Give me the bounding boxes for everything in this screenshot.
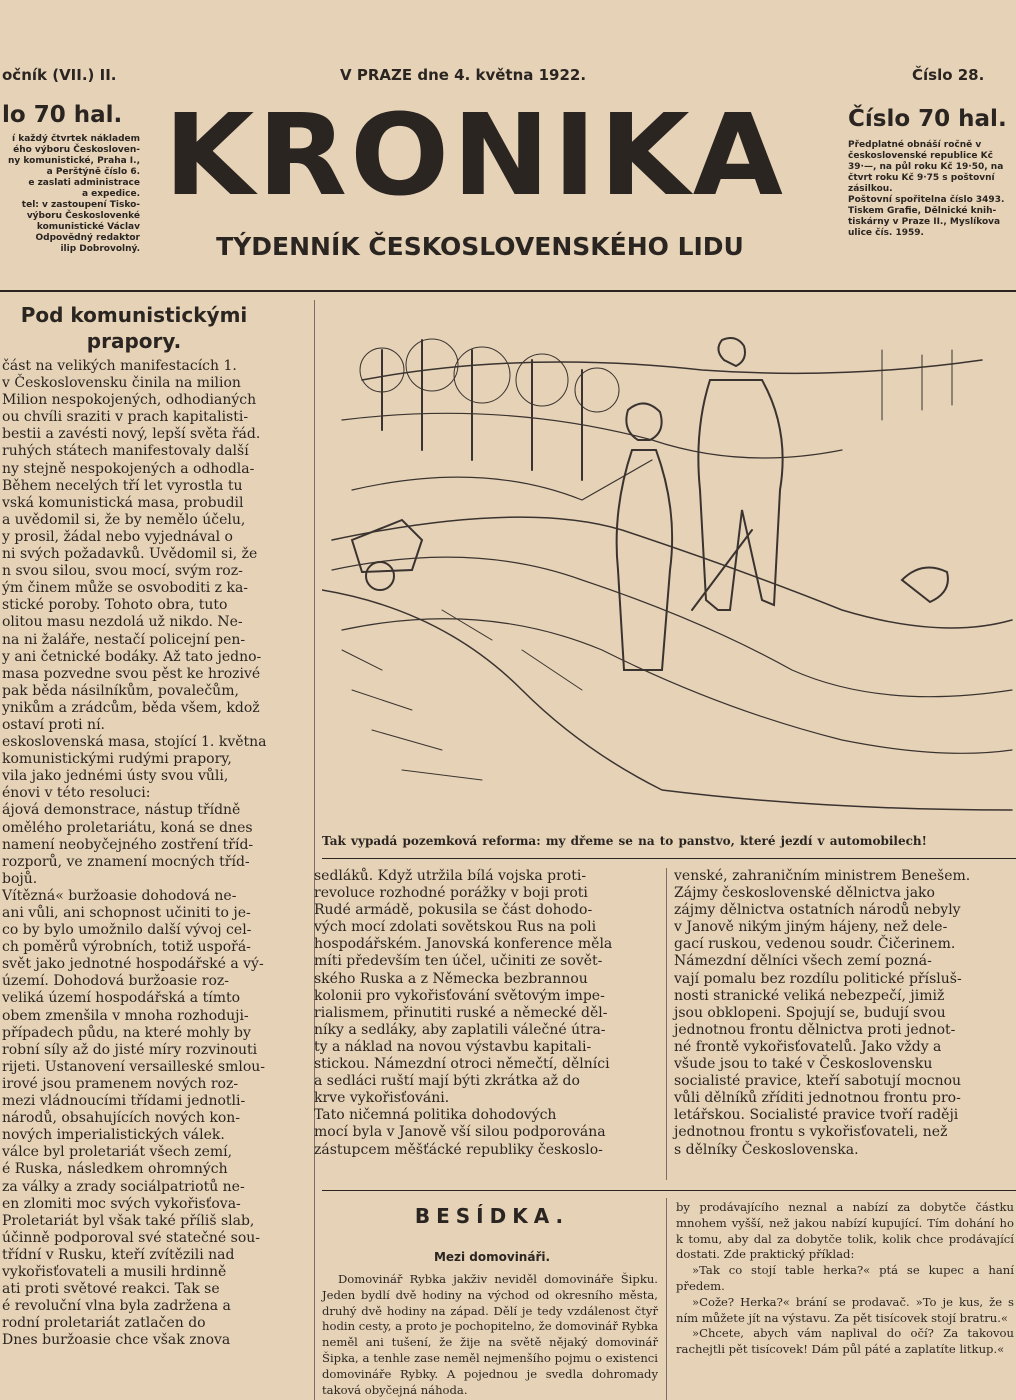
- masthead-subtitle: TÝDENNÍK ČESKOSLOVENSKÉHO LIDU: [216, 232, 744, 261]
- middle-line: Tato ničemná politika dohodových: [314, 1107, 557, 1124]
- left-ear-notes: [2, 134, 140, 255]
- article-line: rijeti. Ustanovení versailleské smlou-: [2, 1058, 265, 1075]
- left-note-line: Odpovědný redaktor: [35, 233, 140, 243]
- article-line: ny stejně nespokojených a odhodla-: [2, 460, 255, 477]
- article-line: ou chvíli sraziti v prach kapitalisti-: [2, 409, 249, 426]
- besidka-rule: [322, 1190, 1016, 1191]
- middle-line: sedláků. Když utržila bílá vojska proti-: [314, 868, 587, 884]
- header-rule: [0, 290, 1016, 292]
- article-headline: [0, 302, 268, 354]
- left-note-line: í každý čtvrtek nákladem: [12, 134, 140, 144]
- middle-line: vých mocí zdolati sovětskou Rus na poli: [314, 919, 597, 936]
- right-line: jsou obklopeni. Spojují se, budují svou: [674, 1004, 946, 1021]
- article-line: ati proti světové reakci. Tak se: [2, 1281, 220, 1298]
- left-note-line: ny komunistické, Praha I.,: [8, 156, 140, 166]
- besidka-right-paragraph: »Chcete, abych vám naplival do očí? Za takovou rachejtli pět tisícovek! Dám půl páté a zaplatíte litkup.«: [676, 1326, 1014, 1357]
- article-line: namení neobyčejného zostření tříd-: [2, 836, 254, 853]
- article-line: třídní v Rusku, kteří zvítězili nad: [2, 1246, 235, 1263]
- right-column: [674, 868, 1016, 1159]
- article-line: Proletariát byl však také příliš slab,: [2, 1212, 255, 1229]
- article-line: rozporů, ve znamení mocných tříd-: [2, 853, 250, 870]
- article-line: komunistickými rudými prapory,: [2, 751, 232, 768]
- left-note-line: ilip Dobrovolný.: [60, 244, 140, 254]
- right-line: všude jsou to také v Československu: [674, 1056, 933, 1073]
- middle-line: níky a sedláky, aby zaplatili válečné útra-: [314, 1021, 606, 1038]
- volume-label: očník (VII.) II.: [2, 66, 117, 84]
- article-line: Vítězná« buržoasie dohodová ne-: [2, 887, 237, 904]
- left-note-line: tel: v zastoupení Tisko-: [21, 200, 140, 210]
- right-line: zájmy dělnictva ostatních národů nebyly: [674, 902, 961, 919]
- article-line: en zlomiti moc svých vykořisťova-: [2, 1195, 241, 1212]
- article-line: Dnes buržoasie chce však znova: [2, 1332, 231, 1349]
- article-line: é Ruska, následkem ohromných: [2, 1161, 228, 1178]
- besidka-paragraph: Domovinář Rybka jakživ neviděl domovináře Šipku. Jeden bydlí dvě hodiny na východ od okresního města, druhý dvě hodiny na západ. Dělí je tedy vzdálenost čtyř hodin cesty, a proto je pochopitelno, že domovinář Rybka neměl ani tušení, že žije na světě nějaký domovinář Šipka, a tenhle zase neměl nejmenšího pojmu o existenci domovináře Rybky. A pojednou je svedla dohromady taková obyčejná náhoda.: [322, 1272, 658, 1397]
- column-divider: [314, 300, 315, 1400]
- middle-line: a sedláci ruští mají býti zkrátka až do: [314, 1073, 580, 1090]
- headline-line-1: Pod komunistickými: [20, 303, 248, 327]
- illustration-caption: Tak vypadá pozemková reforma: my dřeme se na to panstvo, které jezdí v automobilech!: [322, 834, 927, 848]
- article-line: énovi v této resoluci:: [2, 785, 151, 802]
- right-line: Námezdní dělníci všech zemí pozná-: [674, 953, 932, 970]
- article-line: bojů.: [2, 870, 38, 887]
- article-line: masa pozvedne svou pěst ke hrozivé: [2, 665, 261, 682]
- right-line: vůli dělníků zříditi jednotnou frontu pro-: [674, 1090, 961, 1107]
- column-divider: [666, 1198, 667, 1400]
- right-note-line: Předplatné obnáší ročně v: [848, 140, 982, 150]
- article-line: území. Dohodová buržoasie roz-: [2, 973, 229, 990]
- article-line: ájová demonstrace, nástup třídně: [2, 802, 241, 819]
- article-line: za války a zrady sociálpatriotů ne-: [2, 1178, 245, 1195]
- middle-line: hospodářském. Janovská konference měla: [314, 936, 613, 953]
- article-line: a uvědomil si, že by nemělo účelu,: [2, 511, 246, 528]
- article-line: ch poměrů výrobních, totiž uspořá-: [2, 939, 251, 956]
- article-column: [2, 358, 298, 1349]
- right-ear-notes: [848, 140, 1014, 239]
- right-note-line: československé republice Kč: [848, 151, 993, 161]
- right-line: s dělníky Československa.: [674, 1141, 859, 1158]
- article-line: vykořisťovateli a musili hrdinně: [2, 1263, 227, 1280]
- article-line: Během necelých tří let vyrostla tu: [2, 477, 243, 494]
- masthead-title: KRONIKA: [163, 91, 787, 221]
- right-line: jednotnou frontu s vykořisťovateli, než: [674, 1124, 948, 1141]
- article-line: y ani četnické bodáky. Až tato jedno-: [2, 648, 262, 665]
- price-left: lo 70 hal.: [2, 102, 123, 128]
- price-right: Číslo 70 hal.: [848, 106, 1007, 132]
- right-note-line: 39·—, na půl roku Kč 19·50, na: [848, 162, 1004, 172]
- article-line: ým činem může se osvoboditi z ka-: [2, 580, 249, 597]
- article-line: é revoluční vlna byla zadržena a: [2, 1298, 231, 1315]
- left-note-line: komunistické Václav: [36, 222, 140, 232]
- article-line: y prosil, žádal nebo vyjednával o: [2, 528, 233, 545]
- besidka-right-column: [676, 1200, 1014, 1358]
- middle-line: zástupcem měšťácké republiky českoslo-: [314, 1141, 603, 1158]
- middle-line: krve vykořisťováni.: [314, 1090, 450, 1107]
- right-line: socialisté pravice, kteří sabotují mocnou: [674, 1073, 962, 1090]
- article-line: obem zmenšila v mnoha rozhoduji-: [2, 1007, 249, 1024]
- article-line: n svou silou, svou mocí, svým roz-: [2, 563, 243, 580]
- right-note-line: zásilkou.: [848, 184, 893, 194]
- article-line: vská komunistická masa, probudil: [2, 494, 244, 511]
- left-note-line: ého výboru Českosloven-: [13, 145, 140, 155]
- right-note-line: tiskárny v Praze II., Myslíkova: [848, 217, 1001, 227]
- middle-line: rialismem, přinutiti ruské a německé děl-: [314, 1004, 608, 1021]
- right-line: v Janově nikým jiným hájeny, než dele-: [674, 919, 948, 936]
- article-line: svět jako jednotné hospodářské a vý-: [2, 956, 264, 973]
- left-note-line: e zaslati administrace: [28, 178, 140, 188]
- article-line: část na velikých manifestacích 1.: [2, 358, 237, 374]
- left-note-line: výboru Českoslovenké: [26, 211, 140, 221]
- article-line: omělého proletariátu, koná se dnes: [2, 819, 253, 836]
- middle-line: stickou. Námezdní otroci němečtí, dělníci: [314, 1056, 610, 1073]
- article-line: účinně podporoval své statečné sou-: [2, 1229, 261, 1246]
- article-line: olitou masu nezdolá už nikdo. Ne-: [2, 614, 243, 631]
- right-line: letářskou. Socialisté pravice tvoří raději: [674, 1107, 959, 1124]
- right-note-line: Tiskem Grafie, Dělnické knih-: [848, 206, 997, 216]
- article-line: mezi vládnoucími třídami jednotli-: [2, 1093, 246, 1110]
- article-line: ani vůli, ani schopnost učiniti to je-: [2, 905, 251, 921]
- right-note-line: ulice čís. 1959.: [848, 228, 924, 238]
- article-line: co by bylo umožnilo další vývoj cel-: [2, 922, 252, 939]
- right-line: jednotnou frontu dělnictva proti jednot-: [674, 1021, 956, 1038]
- headline-line-2: prapory.: [86, 329, 182, 353]
- article-line: vila jako jednémi ústy svou vůli,: [2, 768, 229, 785]
- illustration: [322, 310, 1014, 822]
- besidka-right-paragraph: by prodávajícího neznal a nabízí za dobytče částku mnohem vyšší, než jakou nabízí kupující. Tím dohání ho k tomu, aby dal za dobytče tolik, kolik chce prodávající dostati. Zde praktický příklad:: [676, 1200, 1014, 1262]
- right-line: gací ruskou, vedenou soudr. Čičerinem.: [674, 936, 956, 953]
- article-line: Milion nespokojených, odhodianých: [2, 392, 257, 409]
- article-line: rodní proletariát zatlačen do: [2, 1315, 206, 1332]
- article-line: stické poroby. Tohoto obra, tuto: [2, 597, 228, 614]
- article-line: pak běda násilníkům, povalečům,: [2, 682, 239, 699]
- middle-line: revoluce rozhodné porážky v boji proti: [314, 885, 588, 902]
- middle-line: ty a náklad na novou výstavbu kapitali-: [314, 1038, 592, 1055]
- article-line: robní síly až do jisté míry rozvinouti: [2, 1041, 258, 1058]
- article-line: ynikům a zrádcům, běda všem, kdož: [2, 699, 260, 716]
- left-note-line: a expedice.: [81, 189, 140, 199]
- right-line: nosti stranické veliká nebezpečí, jimiž: [674, 987, 945, 1004]
- article-line: eskoslovenská masa, stojící 1. května: [2, 734, 267, 751]
- article-line: případech půdu, na které mohly by: [2, 1024, 251, 1041]
- issue-number: Číslo 28.: [912, 66, 985, 84]
- article-line: veliká území hospodářská a tímto: [2, 990, 241, 1007]
- right-line: Zájmy československé dělnictva jako: [674, 885, 935, 902]
- column-divider: [666, 868, 667, 1180]
- article-line: nových imperialistických válek.: [2, 1127, 225, 1144]
- right-line: vají pomalu bez rozdílu politické přísluš-: [674, 970, 962, 987]
- dateline: V PRAZE dne 4. května 1922.: [340, 66, 587, 84]
- besidka-heading: BESÍDKA.: [414, 1204, 570, 1228]
- besidka-story-title: Mezi domovináři.: [433, 1250, 551, 1264]
- article-line: národů, obsahujících nových kon-: [2, 1110, 240, 1127]
- besidka-right-paragraph: »Cože? Herka?« brání se prodavač. »To je kus, že s ním můžete jít na výstavu. Za pět tisícovek stojí bratru.«: [676, 1294, 1014, 1325]
- article-line: ruhých státech manifestovaly další: [2, 443, 249, 460]
- right-line: venské, zahraničním ministrem Benešem.: [674, 868, 971, 884]
- article-line: ostaví proti ní.: [2, 716, 106, 733]
- middle-line: ského Ruska a z Německa bezbrannou: [314, 970, 588, 987]
- right-line: né frontě vykořisťovatelů. Jako vždy a: [674, 1038, 942, 1055]
- article-line: ni svých požadavků. Uvědomil si, že: [2, 546, 258, 563]
- middle-line: míti především ten účel, učiniti ze sovět-: [314, 953, 603, 970]
- article-line: v Československu činila na milion: [2, 375, 241, 392]
- besidka-text: [322, 1272, 658, 1398]
- middle-line: Rudé armádě, pokusila se část dohodo-: [314, 902, 593, 919]
- right-note-line: Poštovní spořitelna číslo 3493.: [848, 195, 1005, 205]
- caption-rule: [322, 858, 1016, 859]
- illustration-drawing: [322, 338, 1012, 810]
- article-line: válce byl proletariát všech zemí,: [2, 1144, 233, 1161]
- middle-line: mocí byla v Janově vší silou podporována: [314, 1124, 606, 1141]
- left-note-line: a Perštýně číslo 6.: [46, 167, 140, 177]
- article-line: bestii a zavésti nový, lepší světa řád.: [2, 426, 261, 443]
- article-line: na ni žaláře, nestačí policejní pen-: [2, 631, 246, 648]
- besidka-right-paragraph: »Tak co stojí table herka?« ptá se kupec a haní předem.: [676, 1263, 1014, 1293]
- middle-column: [314, 868, 658, 1159]
- article-line: irové jsou pramenem nových roz-: [2, 1075, 239, 1092]
- right-note-line: čtvrt roku Kč 9·75 s poštovní: [848, 173, 995, 183]
- middle-line: kolonii pro vykořisťování světovým impe-: [314, 987, 605, 1004]
